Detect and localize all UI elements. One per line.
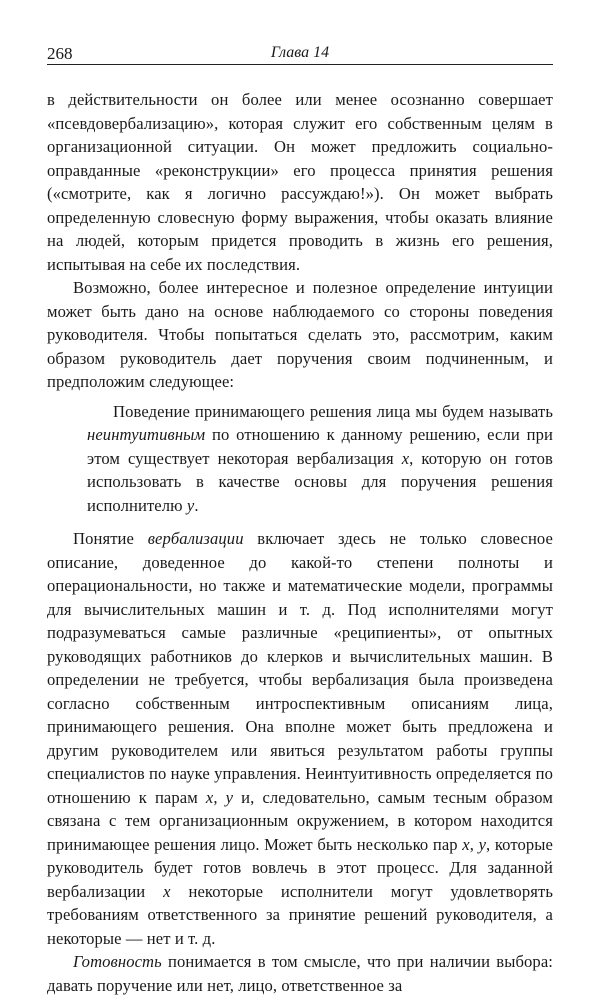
variable-y: y	[478, 834, 487, 854]
text-run: и, следовательно, самым тесным образом связана с тем организационным окружением, в котором находится принимающее решения лицо. Может быть несколько пар	[47, 787, 553, 854]
chapter-title: Глава 14	[270, 44, 330, 61]
definition-quote	[87, 400, 553, 518]
variable-y: y	[186, 495, 195, 515]
term-readiness: Готовность	[73, 952, 162, 971]
text-run: Понятие	[73, 529, 148, 548]
quote-text: Поведение принимающего решения лица мы будем называть	[113, 401, 553, 421]
variable-y: y	[225, 787, 234, 807]
text-run: , которые руководитель будет готов вовлечь в этот процесс. Для заданной вербализации	[47, 834, 554, 901]
text-run: включает здесь не только словесное описание, доведенное до какой-то степени полноты и операциональности, но также и математические модели, программы для вычислительных машин и т. д. Под исполнителями могут подразумеваться самые различные «реципиенты», от опытных руководящих работников до клерков и вычислительных машин. В определении не требуется, чтобы вербализация была произведена согласно собственным интроспективным описаниям лица, принимающего решения. Она вполне может быть предложена и другим руководителем или явиться результатом работы группы специалистов по науке управления. Неинтуитивность определяется по отношению к парам	[47, 529, 553, 807]
quote-text: по отношению к данному решению, если при этом существует некоторая вербализация	[87, 425, 553, 468]
variable-x: x	[163, 881, 171, 901]
text-run: понимается в том смысле, что при наличии выбора: давать поручение или нет, лицо, ответственное за	[47, 952, 553, 995]
text-run: ,	[469, 834, 479, 854]
page-body	[47, 88, 553, 997]
paragraph-3	[47, 527, 553, 950]
term-nonintuitive: неинтуитивным	[87, 425, 206, 444]
running-header	[47, 40, 553, 65]
quote-text: .	[194, 495, 199, 515]
variable-x: x	[401, 448, 410, 468]
page-number: 268	[47, 44, 73, 63]
variable-x: x	[462, 834, 470, 854]
text-run: некоторые исполнители могут удовлетворять требованиям ответственного за принятие решений руководителя, а некоторые — нет и т. д.	[47, 881, 553, 948]
variable-x: x	[205, 787, 214, 807]
paragraph-2: Возможно, более интересное и полезное определение интуиции может быть дано на основе наблюдаемого со стороны поведения руководителя. Чтобы попытаться сделать это, рассмотрим, каким образом руководитель дает поручения своим подчиненным, и предположим следующее:	[47, 278, 553, 391]
book-page	[47, 40, 554, 995]
term-verbalization: вербализации	[147, 529, 244, 548]
text-run: ,	[213, 787, 226, 807]
quote-text: , которую он готов использовать в качестве основы для поручения решения исполнителю	[87, 448, 553, 515]
paragraph-1: в действительности он более или менее осознанно совершает «псевдовербализацию», которая служит его собственным целям в организационной ситуации. Он может предложить социально-оправданные «реконструкции» его процесса принятия решения («смотрите, как я логично рассуждаю!»). Он может выбрать определенную словесную форму выражения, чтобы оказать влияние на людей, которым придется проводить в жизнь его решения, испытывая на себе их последствия.	[47, 90, 553, 274]
paragraph-4	[47, 950, 553, 997]
